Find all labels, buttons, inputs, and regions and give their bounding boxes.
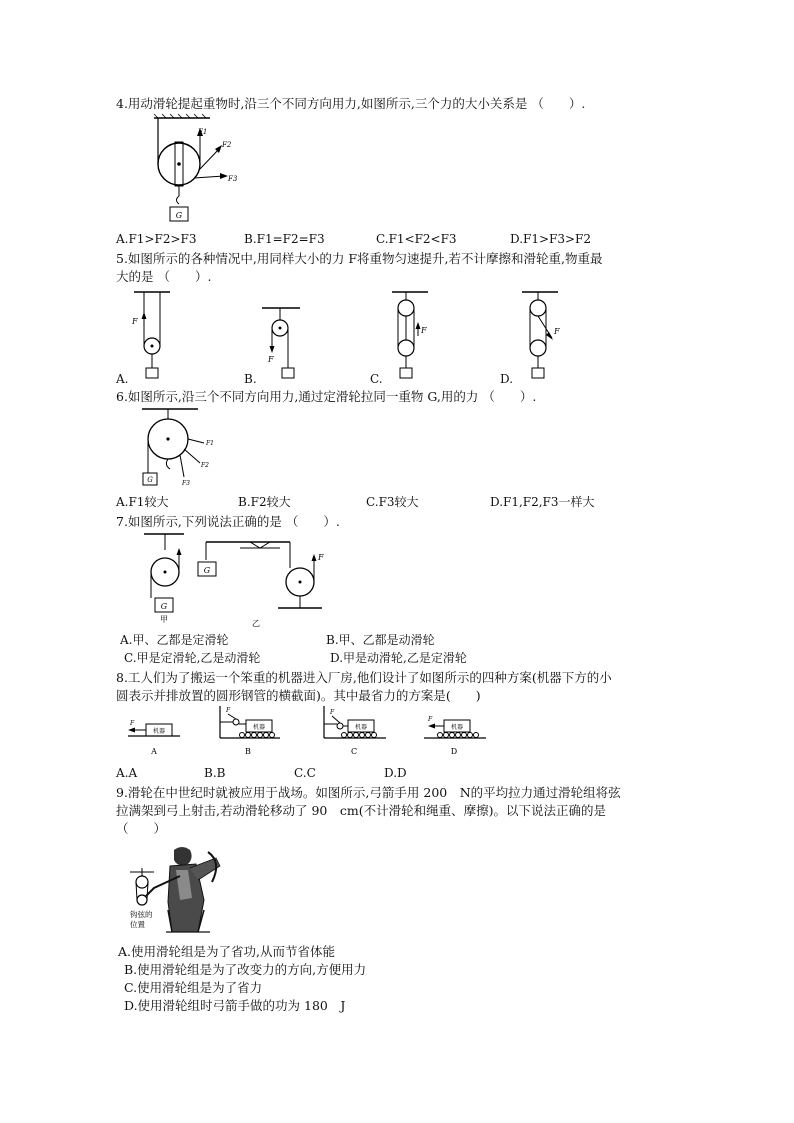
q5a-f-label: F [132, 317, 138, 326]
q6-option-b: B.F2较大 [238, 495, 291, 509]
q8-scheme-d [424, 716, 486, 756]
q8-stem-line2: 圆表示并排放置的圆形钢管的横截面)。其中最省力的方案是( ) [116, 688, 481, 703]
q8-stem-line1: 8.工人们为了搬运一个笨重的机器进入厂房,他们设计了如图所示的四种方案(机器下方的小 [116, 670, 612, 685]
q4-f3-label: F3 [228, 175, 238, 183]
q8d-machine-label: 机器 [450, 724, 464, 731]
q5-stem-line1: 5.如图所示的各种情况中,用同样大小的力 F将重物匀速提升,若不计摩擦和滑轮重,物重最 [116, 251, 603, 266]
q8b-f-label: F [226, 707, 231, 714]
q9-stem-line3: （ ） [116, 821, 167, 836]
q7-option-b: B.甲、乙都是动滑轮 [326, 633, 435, 647]
q8-option-c: C.C [294, 766, 316, 780]
q6-g-label: G [147, 476, 153, 484]
q6-figure [138, 405, 228, 490]
q7-option-a: A.甲、乙都是定滑轮 [120, 633, 229, 647]
q9-option-a: A.使用滑轮组是为了省功,从而节省体能 [118, 944, 335, 959]
q6-f3-label: F3 [182, 480, 190, 487]
q9-stem-line1: 9.滑轮在中世纪时就被应用于战场。如图所示,弓箭手用 200 N的平均拉力通过滑轮组将弦 [116, 785, 621, 800]
q6-f2-label: F2 [201, 462, 209, 469]
q5-figure-b [258, 304, 308, 384]
q4-g-label: G [175, 211, 183, 220]
q9-option-d: D.使用滑轮组时弓箭手做的功为 180 J [124, 998, 346, 1013]
q6-f1-label: F1 [206, 440, 214, 447]
q4-option-d: D.F1>F3>F2 [510, 232, 591, 246]
q7-stem: 7.如图所示,下列说法正确的是 （ ）. [116, 514, 340, 529]
q5-figure-d [518, 288, 568, 383]
archer-caption-line2: 位置 [130, 920, 145, 929]
q9-option-c: C.使用滑轮组是为了省力 [124, 980, 263, 995]
q4-figure [150, 114, 250, 226]
q5-stem-line2: 大的是 （ ）. [116, 269, 212, 284]
q8c-machine-label: 机器 [354, 724, 368, 731]
q8-figure [124, 704, 494, 762]
q6-option-d: D.F1,F2,F3一样大 [490, 495, 595, 509]
archer-illustration [124, 840, 234, 940]
q8-label-d: D [450, 747, 458, 756]
q4-stem: 4.用动滑轮提起重物时,沿三个不同方向用力,如图所示,三个力的大小关系是 （ ）. [116, 96, 586, 111]
q8-scheme-c [324, 706, 386, 756]
q8c-f-label: F [330, 709, 335, 716]
q8b-machine-label: 机器 [252, 724, 266, 731]
q7-yi-f-label: F [318, 553, 324, 562]
q4-option-b: B.F1=F2=F3 [244, 232, 325, 246]
q6-stem: 6.如图所示,沿三个不同方向用力,通过定滑轮拉同一重物 G,用的力 （ ）. [116, 389, 537, 404]
q5-label-a: A. [116, 372, 129, 386]
q5c-f-label: F [421, 326, 427, 335]
q5-figure-c [388, 288, 438, 383]
q6-option-c: C.F3较大 [366, 495, 419, 509]
q8a-f-label: F [130, 720, 135, 727]
q4-option-a: A.F1>F2>F3 [116, 232, 197, 246]
q8-option-b: B.B [204, 766, 226, 780]
q6-option-a: A.F1较大 [116, 495, 169, 509]
q8-label-b: B [245, 747, 251, 756]
q7-yi-g-label: G [203, 566, 211, 575]
q4-f1-label: F1 [198, 128, 208, 136]
q5d-f-label: F [554, 327, 560, 336]
q5b-f-label: F [268, 355, 274, 364]
q8a-machine-label: 机器 [152, 728, 166, 735]
q7-jia-label: 甲 [160, 615, 168, 624]
q9-option-b: B.使用滑轮组是为了改变力的方向,方便用力 [124, 962, 367, 977]
q9-stem-line2: 拉满架到弓上射击,若动滑轮移动了 90 cm(不计滑轮和绳重、摩擦)。以下说法正确的是 [116, 803, 606, 818]
q8-option-d: D.D [384, 766, 407, 780]
q8-label-c: C [350, 747, 358, 756]
q8-scheme-a [128, 720, 180, 756]
q4-f2-label: F2 [222, 141, 232, 149]
q4-option-c: C.F1<F2<F3 [376, 232, 457, 246]
q5-label-b: B. [244, 372, 257, 386]
q7-option-d: D.甲是动滑轮,乙是定滑轮 [330, 651, 467, 665]
archer-caption-line1: 钩弦的 [130, 910, 153, 919]
q8-label-a: A [151, 747, 157, 756]
q7-option-c: C.甲是定滑轮,乙是动滑轮 [124, 651, 261, 665]
q7-jia-g-label: G [160, 602, 168, 611]
q8d-f-label: F [428, 716, 433, 723]
q5-label-c: C. [370, 372, 383, 386]
q7-figure [140, 530, 350, 630]
q8-option-a: A.A [116, 766, 138, 780]
q5-figure-a [130, 288, 180, 383]
q7-yi-label: 乙 [252, 619, 260, 628]
q8-scheme-b [220, 706, 280, 756]
q5-label-d: D. [500, 372, 514, 386]
